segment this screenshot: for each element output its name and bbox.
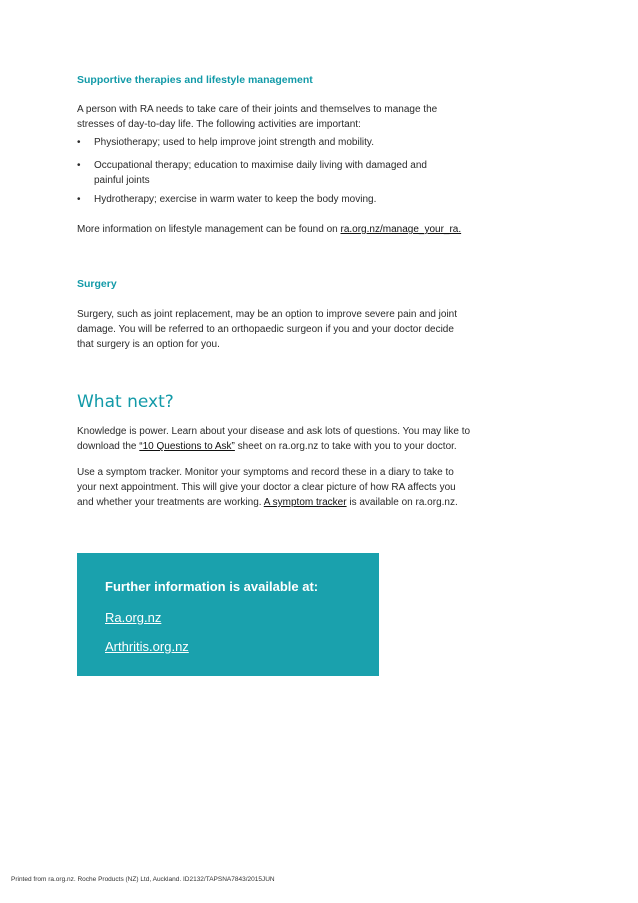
section-heading-supportive: Supportive therapies and lifestyle management (77, 74, 313, 86)
bullet-glyph: • (77, 194, 81, 205)
what-next-p2-line2: your next appointment. This will give your doctor a clear picture of how RA affects you (77, 482, 456, 493)
ten-questions-link[interactable]: “10 Questions to Ask” (139, 441, 235, 452)
what-next-p2-line3: and whether your treatments are working. A symptom tracker is available on ra.org.nz. (77, 497, 458, 508)
bullet-text: Physiotherapy; used to help improve joint strength and mobility. (94, 137, 374, 148)
further-info-box (77, 553, 379, 676)
what-next-heading: What next? (77, 392, 174, 412)
ra-org-nz-link[interactable]: Ra.org.nz (105, 610, 162, 625)
bullet-text-continued: painful joints (94, 175, 150, 186)
what-next-paragraph-2 (77, 465, 502, 510)
section-heading-surgery: Surgery (77, 278, 117, 290)
supportive-intro-line1: A person with RA needs to take care of their joints and themselves to manage the (77, 104, 438, 115)
further-info-title: Further information is available at: (105, 579, 319, 594)
what-next-p1-line1: Knowledge is power. Learn about your disease and ask lots of questions. You may like to (77, 426, 471, 437)
bullet-glyph: • (77, 137, 81, 148)
surgery-line2: damage. You will be referred to an orthopaedic surgeon if you and your doctor decide (77, 324, 454, 335)
surgery-line1: Surgery, such as joint replacement, may be an option to improve severe pain and joint (77, 309, 458, 320)
more-info-text: More information on lifestyle management can be found on (77, 224, 341, 235)
what-next-p2-line1: Use a symptom tracker. Monitor your symptoms and record these in a diary to take to (77, 467, 454, 478)
surgery-paragraph (77, 307, 502, 352)
supportive-intro-line2: stresses of day-to-day life. The following activities are important: (77, 119, 361, 130)
manage-ra-link[interactable]: ra.org.nz/manage_your_ra. (340, 224, 462, 235)
supportive-intro (77, 102, 502, 132)
bullet-text: Occupational therapy; education to maximise daily living with damaged and (94, 160, 427, 171)
symptom-tracker-link[interactable]: A symptom tracker (263, 497, 347, 508)
print-footer: Printed from ra.org.nz. Roche Products (NZ) Ltd, Auckland. ID2132/TAPSNA7843/2015JUN (11, 876, 275, 883)
what-next-paragraph-1 (77, 424, 502, 454)
more-info-line (77, 222, 502, 237)
bullet-text: Hydrotherapy; exercise in warm water to keep the body moving. (94, 194, 377, 205)
what-next-p1-line2: download the “10 Questions to Ask” sheet on ra.org.nz to take with you to your doctor. (77, 441, 457, 452)
arthritis-org-nz-link[interactable]: Arthritis.org.nz (105, 639, 189, 654)
surgery-line3: that surgery is an option for you. (77, 339, 220, 350)
bullet-glyph: • (77, 160, 81, 171)
